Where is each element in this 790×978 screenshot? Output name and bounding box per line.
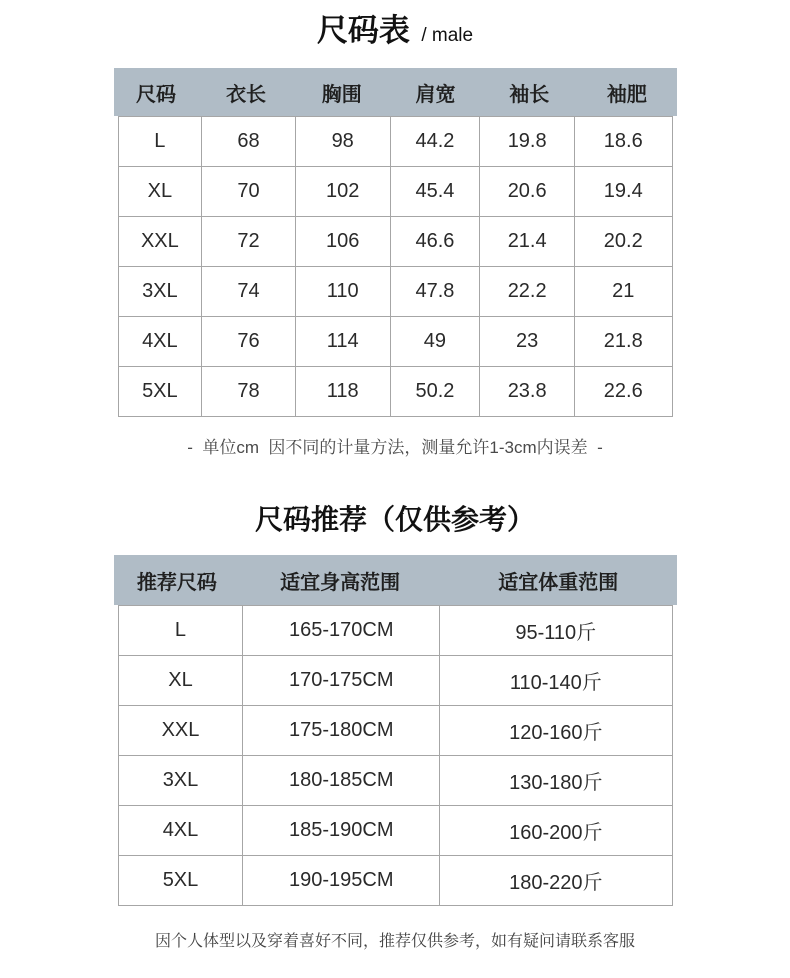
table-cell: XXL (118, 706, 243, 756)
table-cell: 45.4 (390, 167, 480, 217)
table-row (118, 267, 672, 317)
header-cell: 胸围 (321, 83, 362, 106)
table-cell: L (118, 117, 202, 167)
table-row (118, 167, 672, 217)
table-cell: 5XL (118, 856, 243, 906)
size-table-body (118, 117, 672, 417)
table-row (118, 856, 672, 906)
table-cell: 21 (575, 267, 672, 317)
table-cell: 180-185CM (243, 756, 440, 806)
table-cell: 170-175CM (243, 656, 440, 706)
table-cell: 72 (202, 217, 296, 267)
table-cell: 50.2 (390, 367, 480, 417)
table-cell: 110 (295, 267, 390, 317)
size-table-title (0, 13, 790, 55)
table-cell: 68 (202, 117, 296, 167)
table-cell: 106 (295, 217, 390, 267)
table-cell: 130-180斤 (440, 756, 672, 806)
table-cell: 19.8 (480, 117, 575, 167)
header-cell: 适宜身高范围 (280, 571, 401, 594)
header-cell: 袖长 (509, 83, 550, 106)
header-cell: 衣长 (226, 83, 267, 106)
table-row (118, 117, 672, 167)
recommend-table (118, 605, 673, 906)
table-cell: 5XL (118, 367, 202, 417)
table-cell: 22.2 (480, 267, 575, 317)
recommend-table-body (118, 606, 672, 906)
table-cell: 78 (202, 367, 296, 417)
table-cell: 20.6 (480, 167, 575, 217)
table-cell: 175-180CM (243, 706, 440, 756)
table-cell: 118 (295, 367, 390, 417)
header-cell: 袖肥 (606, 83, 647, 106)
table-cell: 70 (202, 167, 296, 217)
table-cell: XXL (118, 217, 202, 267)
table-cell: 22.6 (575, 367, 672, 417)
table-row (118, 756, 672, 806)
table-cell: 18.6 (575, 117, 672, 167)
table-cell: 190-195CM (243, 856, 440, 906)
header-cell: 肩宽 (415, 83, 456, 106)
header-cell: 适宜体重范围 (498, 571, 619, 594)
size-table-header-row (114, 68, 677, 116)
table-cell: 49 (390, 317, 480, 367)
header-cell: 推荐尺码 (136, 571, 217, 594)
table-cell: 44.2 (390, 117, 480, 167)
table-cell: 76 (202, 317, 296, 367)
table-cell: XL (118, 167, 202, 217)
table-row (118, 317, 672, 367)
table-cell: 160-200斤 (440, 806, 672, 856)
recommend-table-header-row (114, 555, 677, 605)
table-row (118, 706, 672, 756)
table-row (118, 606, 672, 656)
table-cell: 165-170CM (243, 606, 440, 656)
header-cell: 尺码 (136, 83, 176, 106)
table-row (118, 217, 672, 267)
table-cell: 110-140斤 (440, 656, 672, 706)
table-cell: 102 (295, 167, 390, 217)
table-cell: 3XL (118, 756, 243, 806)
unit-note: - 单位cm 因不同的计量方法，测量允许1-3cm内误差 - (187, 438, 603, 457)
recommend-table-title: 尺码推荐（仅供参考） (254, 504, 535, 535)
table-cell: 185-190CM (243, 806, 440, 856)
table-cell: 114 (295, 317, 390, 367)
size-table-title-suffix: / male (421, 25, 474, 46)
table-cell: XL (118, 656, 243, 706)
table-cell: 180-220斤 (440, 856, 672, 906)
table-cell: 21.4 (480, 217, 575, 267)
table-cell: 95-110斤 (440, 606, 672, 656)
table-cell: 23.8 (480, 367, 575, 417)
table-cell: 120-160斤 (440, 706, 672, 756)
table-cell: 4XL (118, 317, 202, 367)
footnote: 因个人体型以及穿着喜好不同，推荐仅供参考，如有疑问请联系客服 (154, 933, 635, 950)
table-row (118, 367, 672, 417)
table-cell: 4XL (118, 806, 243, 856)
table-cell: 20.2 (575, 217, 672, 267)
table-cell: 3XL (118, 267, 202, 317)
table-cell: 46.6 (390, 217, 480, 267)
table-cell: 98 (295, 117, 390, 167)
table-cell: 21.8 (575, 317, 672, 367)
table-cell: 23 (480, 317, 575, 367)
size-table-title-main: 尺码表 (316, 13, 410, 48)
table-cell: L (118, 606, 243, 656)
table-row (118, 656, 672, 706)
table-row (118, 806, 672, 856)
table-cell: 74 (202, 267, 296, 317)
table-cell: 19.4 (575, 167, 672, 217)
table-cell: 47.8 (390, 267, 480, 317)
size-table (118, 116, 673, 417)
